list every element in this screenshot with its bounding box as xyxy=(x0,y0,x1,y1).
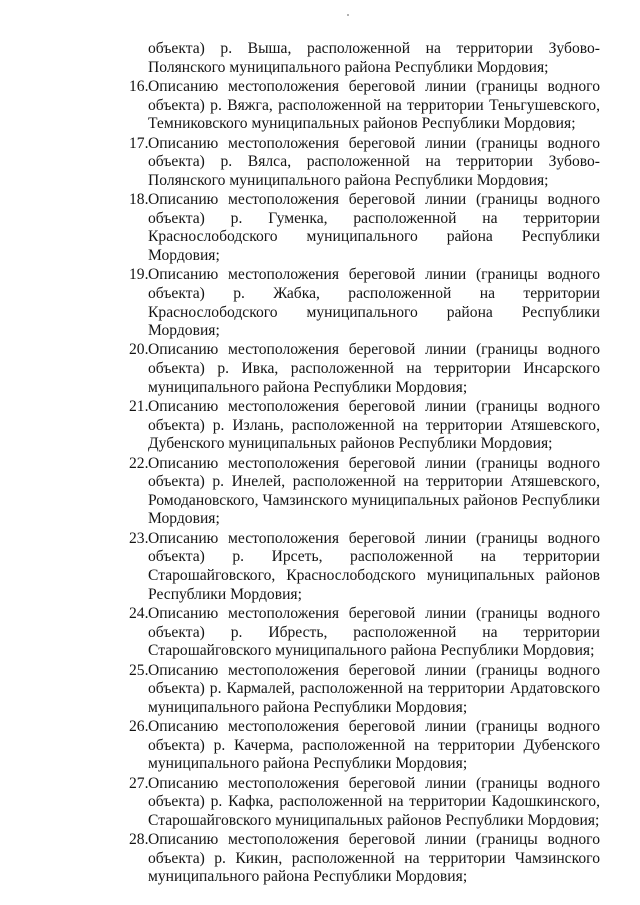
item-text: Описанию местоположения береговой линии (границы водного объекта) р. Ибресть, расположенной на территории Старошайговского муниципального района Республики Мордовия; xyxy=(148,604,600,660)
list-item xyxy=(129,529,600,604)
item-number: 27. xyxy=(129,774,149,792)
list-item xyxy=(148,40,600,77)
item-text: Описанию местоположения береговой линии (границы водного объекта) р. Инелей, расположенной на территории Атяшевского, Ромодановского, Чамзинского муниципальных районов Республики Мордовия; xyxy=(148,454,600,528)
item-text: Описанию местоположения береговой линии (границы водного объекта) р. Жабка, расположенной на территории Краснослободского муниципального района Республики Мордовия; xyxy=(148,266,600,340)
item-number: 19. xyxy=(129,266,149,284)
item-number: 23. xyxy=(129,529,149,547)
item-text: Описанию местоположения береговой линии (границы водного объекта) р. Излань, расположенной на территории Атяшевского, Дубенского муниципальных районов Республики Мордовия; xyxy=(148,398,600,453)
list-item xyxy=(129,774,600,831)
item-number: 22. xyxy=(129,454,149,472)
item-text: Описанию местоположения береговой линии (границы водного объекта) р. Вяжга, расположенной на территории Теньгушевского, Темниковского муниципальных районов Республики Мордовия; xyxy=(148,77,600,133)
item-text: Описанию местоположения береговой линии (границы водного объекта) р. Кикин, расположенной на территории Чамзинского муниципального района Республики Мордовия; xyxy=(148,831,600,886)
item-number: 25. xyxy=(129,661,149,679)
item-number: 18. xyxy=(129,191,149,209)
list-item xyxy=(129,191,600,265)
item-number: 24. xyxy=(129,604,149,622)
list-item xyxy=(129,604,600,661)
list-item xyxy=(129,398,600,454)
item-number: 28. xyxy=(129,831,149,849)
item-text: Описанию местоположения береговой линии (границы водного объекта) р. Кафка, расположенной на территории Кадошкинского, Старошайговского муниципальных районов Республики Мордовия; xyxy=(148,774,600,829)
item-number: 26. xyxy=(129,718,149,736)
list-item xyxy=(129,831,600,887)
list-item xyxy=(129,661,600,718)
item-number: 21. xyxy=(129,398,149,416)
numbered-list xyxy=(129,40,600,888)
item-number: 17. xyxy=(129,134,149,152)
list-item xyxy=(129,718,600,774)
item-text: Описанию местоположения береговой линии (границы водного объекта) р. Кармалей, расположенной на территории Ардатовского муниципального района Республики Мордовия; xyxy=(148,661,600,716)
scan-speck xyxy=(347,14,349,16)
list-item xyxy=(129,454,600,529)
list-item xyxy=(129,134,600,191)
item-text: Описанию местоположения береговой линии (границы водного объекта) р. Вялса, расположенной на территории Зубово-Полянского муниципального района Республики Мордовия; xyxy=(148,134,600,189)
item-text: объекта) р. Выша, расположенной на территории Зубово-Полянского муниципального района Республики Мордовия; xyxy=(148,40,600,76)
item-number: 16. xyxy=(129,77,149,95)
list-item xyxy=(129,266,600,340)
list-item xyxy=(129,77,600,134)
item-text: Описанию местоположения береговой линии (границы водного объекта) р. Гуменка, расположенной на территории Краснослободского муниципального района Республики Мордовия; xyxy=(148,191,600,264)
list-item xyxy=(129,341,600,397)
item-number: 20. xyxy=(129,341,149,359)
item-text: Описанию местоположения береговой линии (границы водного объекта) р. Ирсеть, расположенной на территории Старошайговского, Краснослободского муниципальных районов Республики Мордовия; xyxy=(148,529,600,603)
item-text: Описанию местоположения береговой линии (границы водного объекта) р. Качерма, расположенной на территории Дубенского муниципального района Республики Мордовия; xyxy=(148,718,600,773)
item-text: Описанию местоположения береговой линии (границы водного объекта) р. Ивка, расположенной на территории Инсарского муниципального района Республики Мордовия; xyxy=(148,341,600,396)
